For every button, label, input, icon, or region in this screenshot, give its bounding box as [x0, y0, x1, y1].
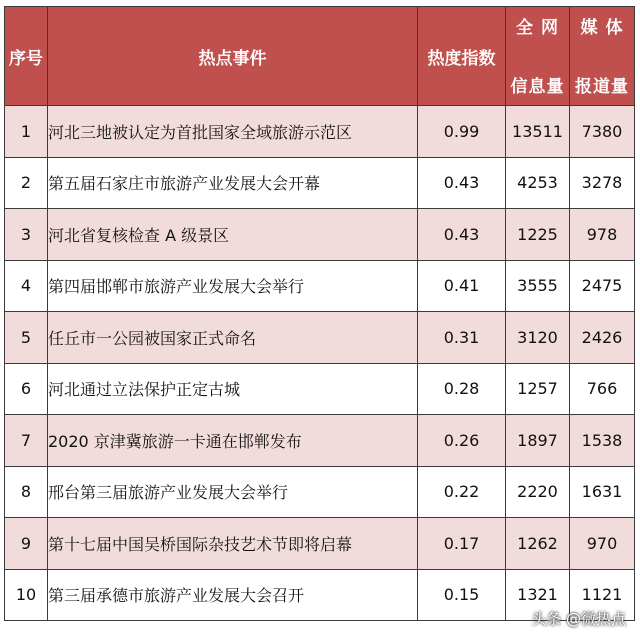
cell-media: 766: [570, 363, 635, 415]
watermark-text: 头条 @微热点: [531, 610, 626, 628]
cell-heat: 0.31: [418, 312, 506, 364]
header-info-top: 全 网: [516, 18, 559, 38]
cell-media: 2475: [570, 260, 635, 312]
cell-media: 970: [570, 518, 635, 570]
cell-heat: 0.15: [418, 569, 506, 621]
header-heat: 热度指数: [418, 7, 506, 106]
header-event: 热点事件: [48, 7, 418, 106]
cell-media: 1121: [570, 569, 635, 621]
cell-info: 3555: [506, 260, 570, 312]
cell-index: 6: [5, 363, 48, 415]
cell-index: 5: [5, 312, 48, 364]
table-row: [5, 312, 635, 364]
watermark: [531, 608, 626, 629]
cell-event: 第五届石家庄市旅游产业发展大会开幕: [48, 157, 418, 209]
cell-event: 邢台第三届旅游产业发展大会举行: [48, 466, 418, 518]
cell-event: 第三届承德市旅游产业发展大会召开: [48, 569, 418, 621]
cell-media: 978: [570, 209, 635, 261]
cell-media: 1538: [570, 415, 635, 467]
cell-heat: 0.22: [418, 466, 506, 518]
cell-event: 第十七届中国吴桥国际杂技艺术节即将启幕: [48, 518, 418, 570]
cell-event: 任丘市一公园被国家正式命名: [48, 312, 418, 364]
cell-index: 1: [5, 106, 48, 158]
table-row: [5, 363, 635, 415]
cell-info: 1897: [506, 415, 570, 467]
cell-event: 河北通过立法保护正定古城: [48, 363, 418, 415]
header-info-bottom: 信息量: [510, 77, 565, 97]
table-row: [5, 260, 635, 312]
header-media-top: 媒 体: [580, 18, 624, 38]
cell-media: 3278: [570, 157, 635, 209]
cell-media: 7380: [570, 106, 635, 158]
cell-heat: 0.28: [418, 363, 506, 415]
cell-event: 河北三地被认定为首批国家全域旅游示范区: [48, 106, 418, 158]
cell-event: 第四届邯郸市旅游产业发展大会举行: [48, 260, 418, 312]
table-row: [5, 466, 635, 518]
header-row: [5, 7, 635, 106]
header-media: [570, 7, 635, 106]
cell-heat: 0.99: [418, 106, 506, 158]
table-row: [5, 106, 635, 158]
cell-info: 13511: [506, 106, 570, 158]
cell-info: 1262: [506, 518, 570, 570]
cell-heat: 0.17: [418, 518, 506, 570]
cell-event: 2020 京津冀旅游一卡通在邯郸发布: [48, 415, 418, 467]
cell-index: 10: [5, 569, 48, 621]
cell-index: 9: [5, 518, 48, 570]
cell-index: 7: [5, 415, 48, 467]
cell-media: 2426: [570, 312, 635, 364]
table-row: [5, 157, 635, 209]
hot-events-table: [4, 6, 635, 621]
cell-heat: 0.43: [418, 157, 506, 209]
cell-heat: 0.43: [418, 209, 506, 261]
header-index: 序号: [5, 7, 48, 106]
cell-info: 1225: [506, 209, 570, 261]
header-info: [506, 7, 570, 106]
cell-heat: 0.26: [418, 415, 506, 467]
cell-event: 河北省复核检查 A 级景区: [48, 209, 418, 261]
table-row: [5, 209, 635, 261]
cell-info: 4253: [506, 157, 570, 209]
header-media-bottom: 报道量: [575, 77, 629, 97]
cell-index: 4: [5, 260, 48, 312]
cell-heat: 0.41: [418, 260, 506, 312]
cell-media: 1631: [570, 466, 635, 518]
table-row: [5, 518, 635, 570]
table-row: [5, 415, 635, 467]
table-body: [5, 106, 635, 621]
cell-index: 8: [5, 466, 48, 518]
cell-info: 1321: [506, 569, 570, 621]
cell-info: 1257: [506, 363, 570, 415]
cell-index: 2: [5, 157, 48, 209]
cell-info: 3120: [506, 312, 570, 364]
cell-info: 2220: [506, 466, 570, 518]
cell-index: 3: [5, 209, 48, 261]
